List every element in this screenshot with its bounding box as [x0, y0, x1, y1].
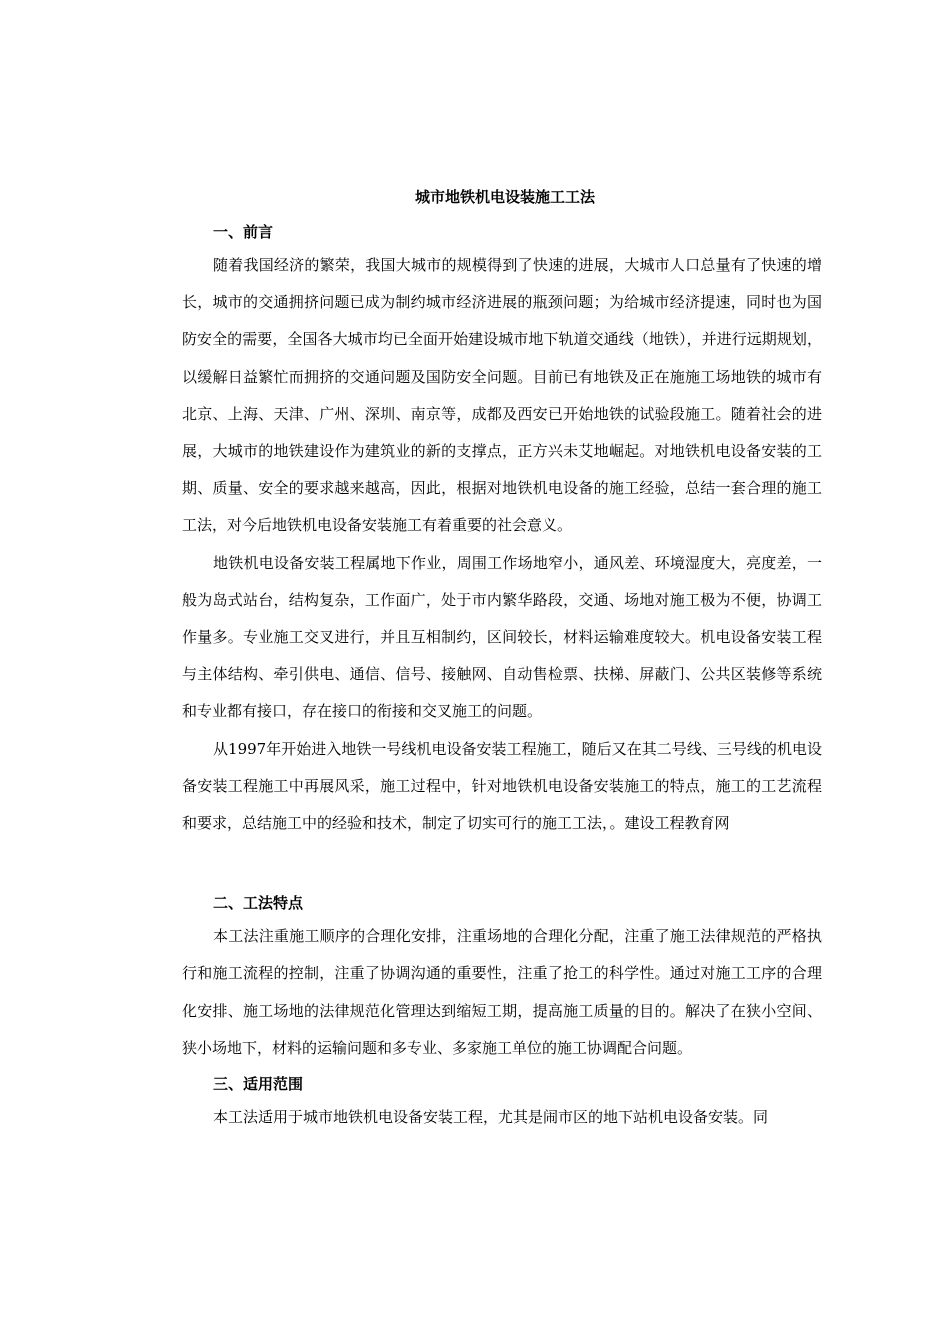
section-heading-scope: 三、适用范围: [213, 1075, 304, 1094]
paragraph: 随着我国经济的繁荣，我国大城市的规模得到了快速的进展，大城市人口总量有了快速的增长，城市的交通拥挤问题已成为制约城市经济进展的瓶颈问题；为给城市经济提速，同时也为国防安全的需要，全国各大城市均已全面开始建设城市地下轨道交通线（地铁），并进行远期规划，以缓解日益繁忙而拥挤的交通问题及国防安全问题。目前已有地铁及正在施施工场地铁的城市有北京、上海、天津、广州、深圳、南京等，成都及西安已开始地铁的试验段施工。随着社会的进展，大城市的地铁建设作为建筑业的新的支撑点，正方兴未艾地崛起。对地铁机电设备安装的工期、质量、安全的要求越来越高，因此，根据对地铁机电设备的施工经验，总结一套合理的施工工法，对今后地铁机电设备安装施工有着重要的社会意义。: [182, 256, 822, 535]
paragraph: 本工法注重施工顺序的合理化安排，注重场地的合理化分配，注重了施工法律规范的严格执行和施工流程的控制，注重了协调沟通的重要性，注重了抢工的科学性。通过对施工工序的合理化安排、施工场地的法律规范化管理达到缩短工期，提高施工质量的目的。解决了在狭小空间、狭小场地下，材料的运输问题和多专业、多家施工单位的施工协调配合问题。: [182, 927, 822, 1057]
section-heading-preface: 一、前言: [213, 223, 274, 241]
paragraph: 从1997年开始进入地铁一号线机电设备安装工程施工，随后又在其二号线、三号线的机电设备安装工程施工中再展风采，施工过程中，针对地铁机电设备安装施工的特点，施工的工艺流程和要求，总结施工中的经验和技术，制定了切实可行的施工工法，。建设工程教育网: [182, 739, 822, 833]
section-heading-features: 二、工法特点: [213, 894, 304, 913]
section-spacer: [182, 842, 822, 888]
document-page: [182, 183, 822, 1136]
document-title: 城市地铁机电设装施工工法: [414, 188, 595, 206]
paragraph: 本工法适用于城市地铁机电设备安装工程，尤其是闹市区的地下站机电设备安装。同: [213, 1108, 769, 1127]
paragraph: 地铁机电设备安装工程属地下作业，周围工作场地窄小，通风差、环境湿度大，亮度差，一般为岛式站台，结构复杂，工作面广，处于市内繁华路段，交通、场地对施工极为不便，协调工作量多。专业施工交叉进行，并且互相制约，区间较长，材料运输难度较大。机电设备安装工程与主体结构、牵引供电、通信、信号、接触网、自动售检票、扶梯、屏蔽门、公共区装修等系统和专业都有接口，存在接口的衔接和交叉施工的问题。: [182, 553, 822, 721]
